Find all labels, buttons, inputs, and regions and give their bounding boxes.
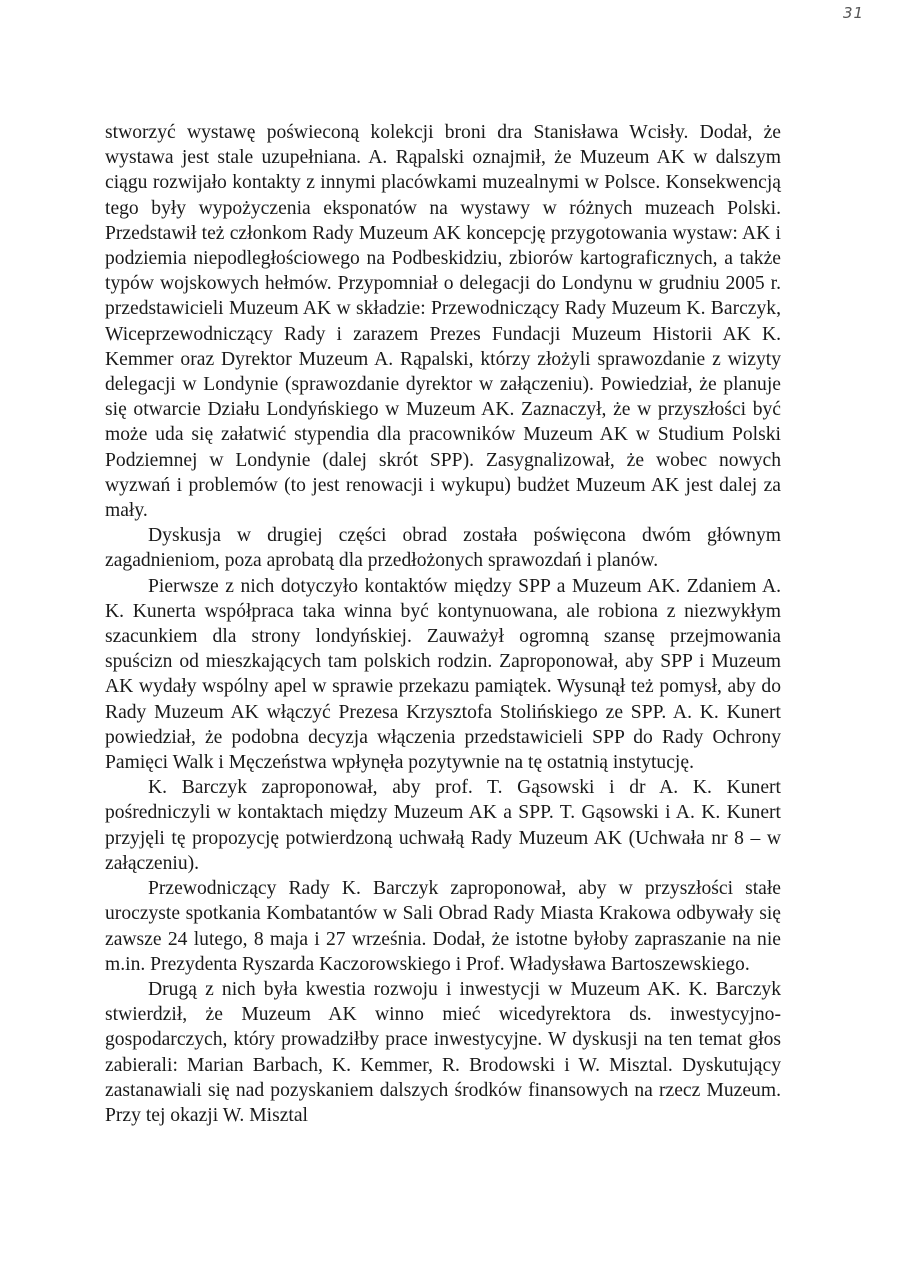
paragraph-2: Dyskusja w drugiej części obrad została poświęcona dwóm głównym zagadnieniom, poza aprobatą dla przedłożonych sprawozdań i planów. [105,525,781,572]
paragraph-6: Drugą z nich była kwestia rozwoju i inwestycji w Muzeum AK. K. Barczyk stwierdził, że Muzeum AK winno mieć wicedyrektora ds. inwestycyjno-gospodarczych, który prowadziłby prace inwestycyjne. W dyskusji na ten temat głos zabierali: Marian Barbach, K. Kemmer, R. Brodowski i W. Misztal. Dyskutujący zastanawiali się nad pozyskaniem dalszych środków finansowych na rzecz Muzeum. Przy tej okazji W. Misztal [105,978,781,1126]
paragraph-4: K. Barczyk zaproponował, aby prof. T. Gąsowski i dr A. K. Kunert pośredniczyli w kontaktach między Muzeum AK a SPP. T. Gąsowski i A. K. Kunert przyjęli tę propozycję potwierdzoną uchwałą Rady Muzeum AK (Uchwała nr 8 – w załączeniu). [105,777,781,874]
document-body [105,120,781,1128]
paragraph-5: Przewodniczący Rady K. Barczyk zaproponował, aby w przyszłości stałe uroczyste spotkania Kombatantów w Sali Obrad Rady Miasta Krakowa odbywały się zawsze 24 lutego, 8 maja i 27 września. Dodał, że istotne byłoby zapraszanie na nie m.in. Prezydenta Ryszarda Kaczorowskiego i Prof. Władysława Bartoszewskiego. [105,878,781,975]
paragraph-3: Pierwsze z nich dotyczyło kontaktów między SPP a Muzeum AK. Zdaniem A. K. Kunerta współpraca taka winna być kontynuowana, ale robiona z niezwykłym szacunkiem dla strony londyńskiej. Zauważył ogromną szansę przejmowania spuścizn od mieszkających tam polskich rodzin. Zaproponował, aby SPP i Muzeum AK wydały wspólny apel w sprawie przekazu pamiątek. Wysunął też pomysł, aby do Rady Muzeum AK włączyć Prezesa Krzysztofa Stolińskiego ze SPP. A. K. Kunert powiedział, że podobna decyzja włączenia przedstawicieli SPP do Rady Ochrony Pamięci Walk i Męczeństwa wpłynęła pozytywnie na tę ostatnią instytucję. [105,575,781,774]
paragraph-1: stworzyć wystawę poświeconą kolekcji broni dra Stanisława Wcisły. Dodał, że wystawa jest stale uzupełniana. A. Rąpalski oznajmił, że Muzeum AK w dalszym ciągu rozwijało kontakty z innymi placówkami muzealnymi w Polsce. Konsekwencją tego były wypożyczenia eksponatów na wystawy w różnych muzeach Polski. Przedstawił też członkom Rady Muzeum AK koncepcję przygotowania wystaw: AK i podziemia niepodległościowego na Podbeskidziu, zbiorów kartograficznych, a także typów wojskowych hełmów. Przypomniał o delegacji do Londynu w grudniu 2005 r. przedstawicieli Muzeum AK w składzie: Przewodniczący Rady Muzeum K. Barczyk, Wiceprzewodniczący Rady i zarazem Prezes Fundacji Muzeum Historii AK K. Kemmer oraz Dyrektor Muzeum A. Rąpalski, którzy złożyli sprawozdanie z wizyty delegacji w Londynie (sprawozdanie dyrektor w załączeniu). Powiedział, że planuje się otwarcie Działu Londyńskiego w Muzeum AK. Zaznaczył, że w przyszłości być może uda się załatwić stypendia dla pracowników Muzeum AK w Studium Polski Podziemnej w Londynie (dalej skrót SPP). Zasygnalizował, że wobec nowych wyzwań i problemów (to jest renowacji i wykupu) budżet Muzeum AK jest dalej za mały. [105,122,781,522]
page-number: 31 [843,4,865,22]
